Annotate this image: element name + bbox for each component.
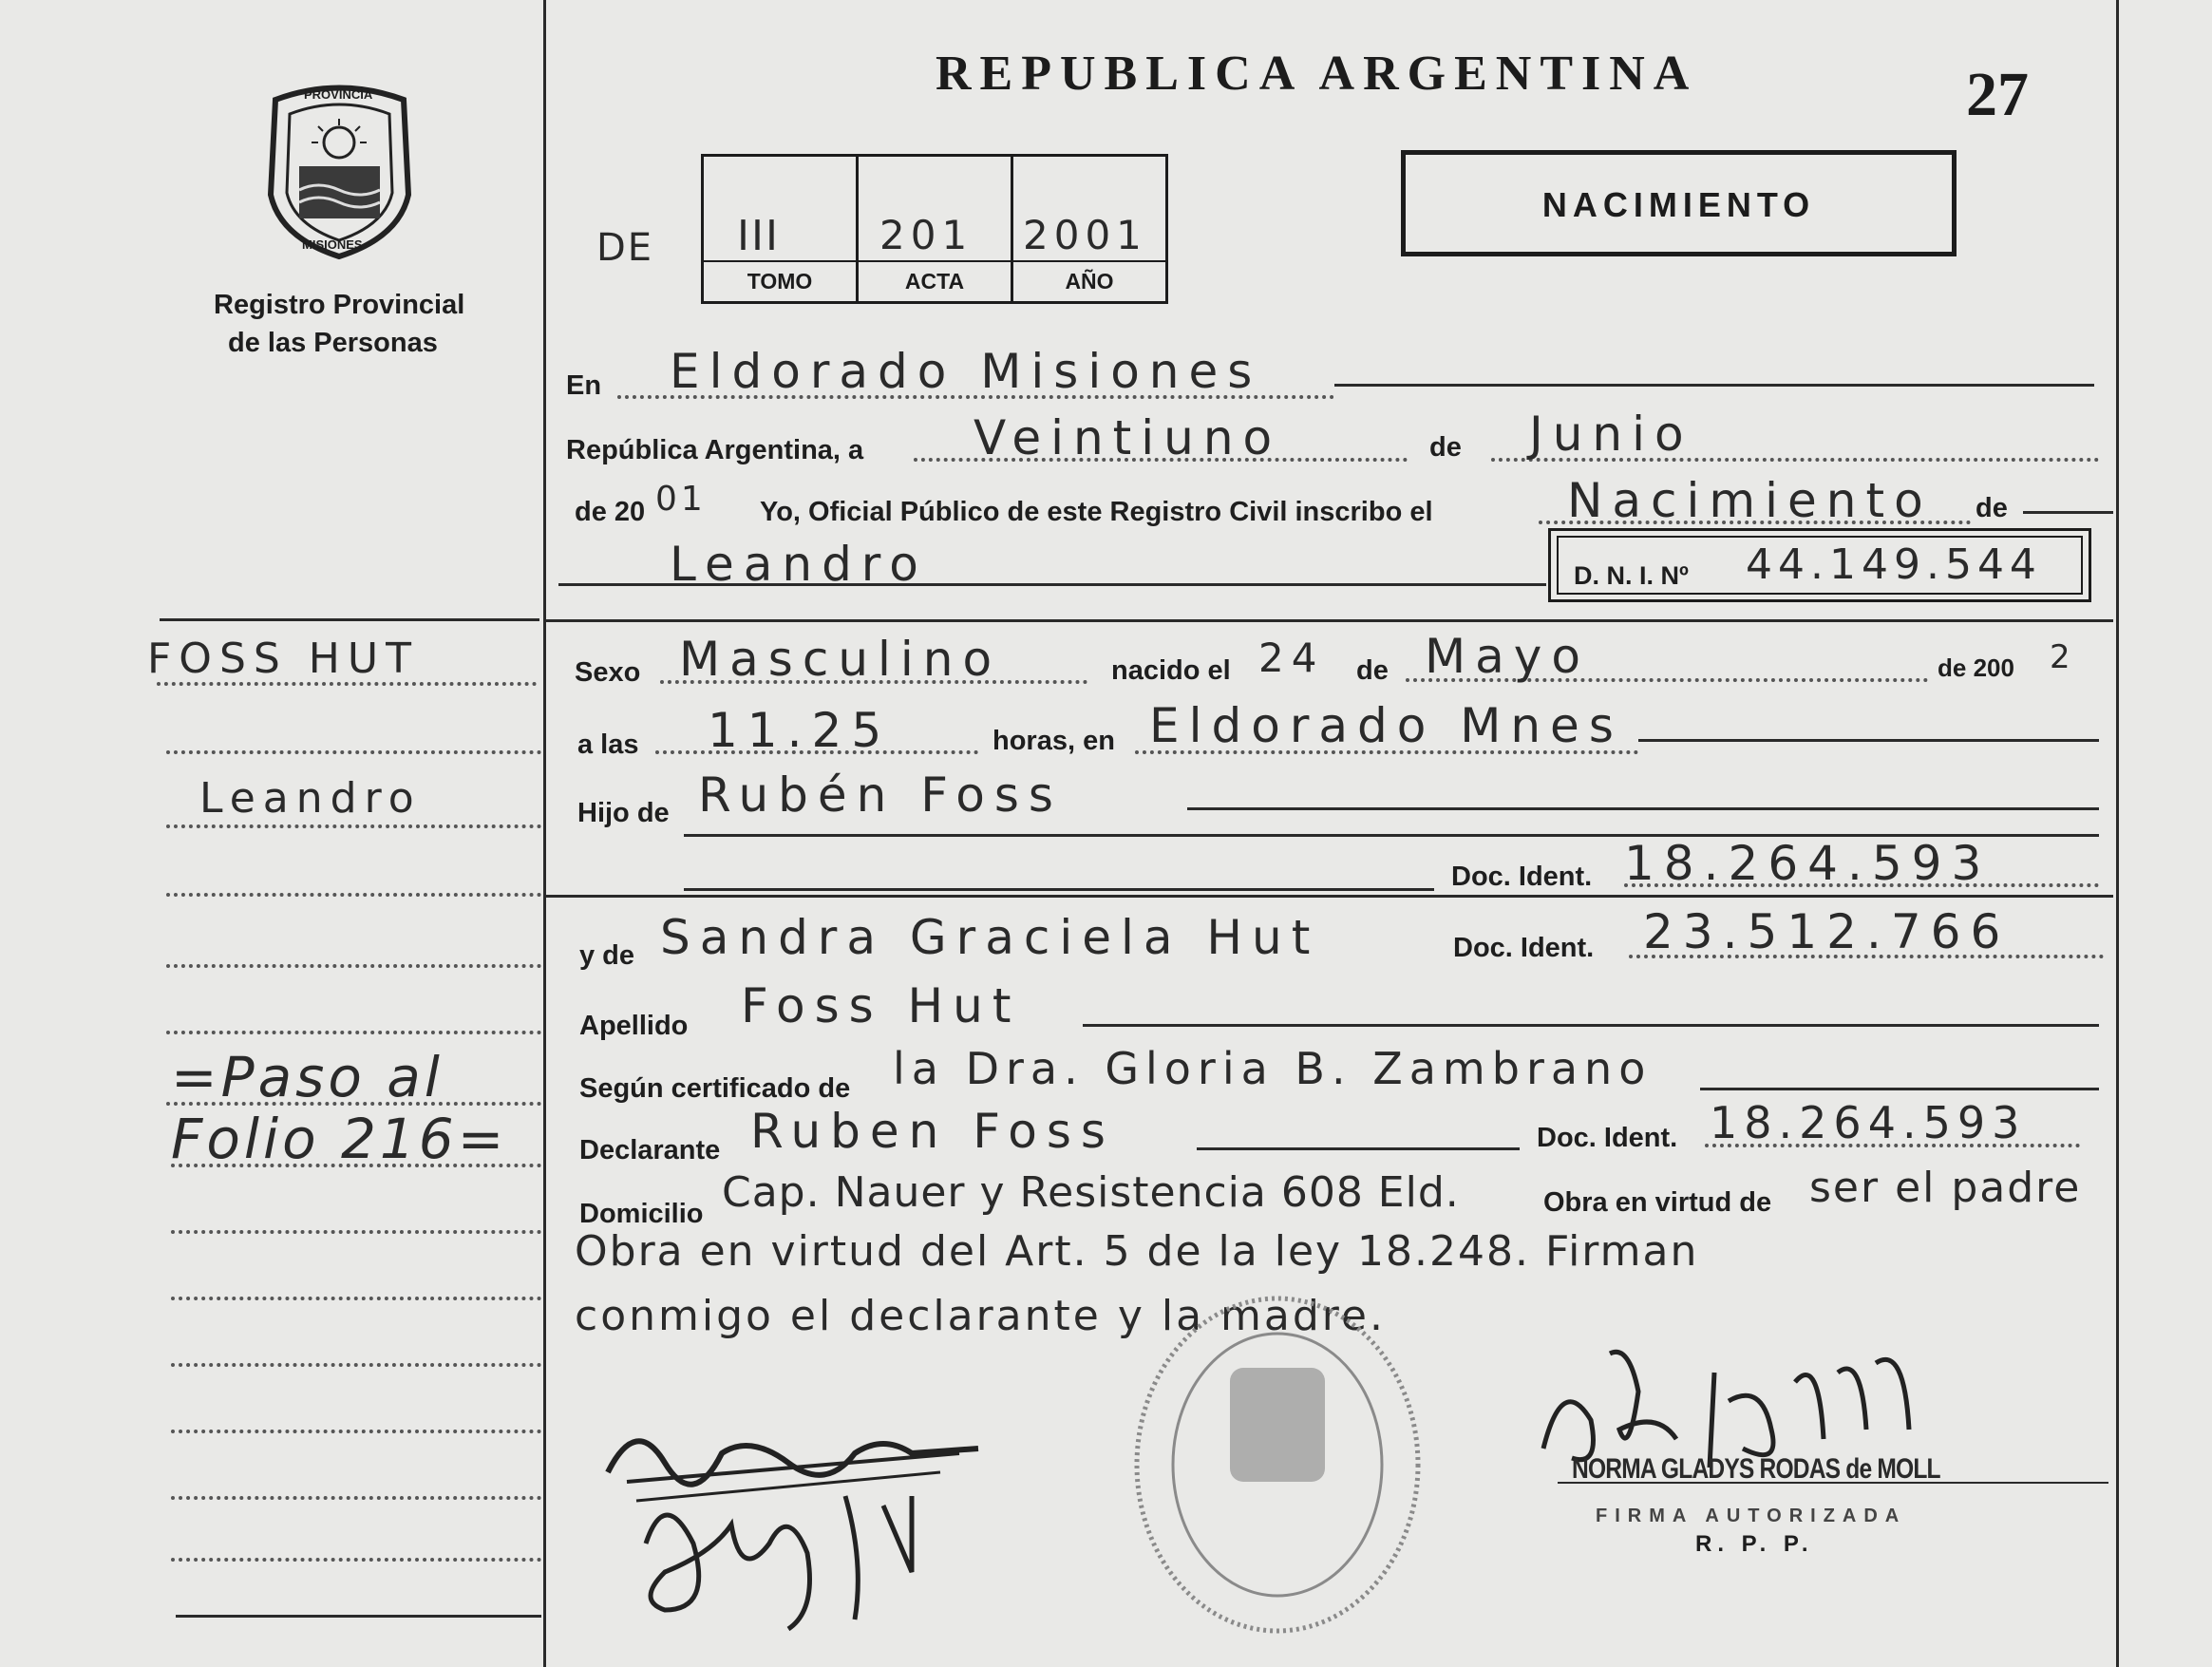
margin-line-6	[166, 1031, 541, 1034]
margin-line-4	[166, 893, 541, 897]
declarante-doc-value: 18.264.593	[1710, 1097, 2027, 1148]
father-doc-leading-rule	[684, 888, 1434, 891]
birth-de-label: de	[1356, 655, 1389, 686]
apellido-rule	[1083, 1024, 2099, 1027]
domicilio-value: Cap. Nauer y Resistencia 608 Eld.	[722, 1168, 1460, 1217]
birth-place-value: Eldorado Mnes	[1149, 698, 1623, 753]
en-label: En	[566, 370, 602, 401]
declarante-rule	[1197, 1147, 1520, 1150]
margin-line-13	[171, 1496, 541, 1500]
anio-value: 2001	[1023, 212, 1147, 258]
day-value: Veintiuno	[974, 410, 1282, 465]
declarante-value: Ruben Foss	[750, 1104, 1115, 1159]
year-suffix-value: 01	[655, 480, 707, 519]
registry-name-line1: Registro Provincial	[214, 290, 465, 320]
y-de-label: y de	[579, 940, 635, 971]
dni-label: D. N. I. Nº	[1574, 561, 1689, 590]
emblem-text-bottom: MISIONES	[302, 237, 363, 252]
act-type-label: NACIMIENTO	[1541, 185, 1816, 224]
official-seal-stamp	[1130, 1292, 1425, 1639]
hijo-label: Hijo de	[577, 798, 670, 828]
anio-label: AÑO	[1013, 260, 1165, 301]
declarante-label: Declarante	[579, 1135, 721, 1165]
anio-cell	[1013, 157, 1165, 301]
father-doc-value: 18.264.593	[1624, 836, 1992, 891]
coat-of-arms-icon	[256, 81, 423, 261]
margin-bottom-rule	[176, 1615, 541, 1618]
right-page-border	[2116, 0, 2119, 1667]
official-role: FIRMA AUTORIZADA	[1596, 1506, 1907, 1526]
margin-line-1	[157, 682, 537, 686]
certificado-rule	[1700, 1088, 2099, 1090]
horas-label: horas, en	[993, 726, 1115, 756]
month-de-label: de	[1429, 432, 1462, 463]
mother-name-value: Sandra Graciela Hut	[660, 910, 1320, 965]
tomo-cell	[704, 157, 859, 301]
tomo-value: III	[737, 212, 780, 260]
sexo-value: Masculino	[679, 632, 1002, 687]
child-name-value: Leandro	[670, 537, 928, 592]
declarante-doc-label: Doc. Ident.	[1537, 1123, 1678, 1153]
mother-signature	[627, 1468, 969, 1658]
country-title: REPUBLICA ARGENTINA	[936, 47, 1698, 101]
official-name: NORMA GLADYS RODAS de MOLL	[1572, 1453, 1940, 1485]
act-de-label: de	[1976, 493, 2008, 523]
birth-day-value: 24	[1258, 635, 1325, 681]
margin-line-5	[166, 964, 541, 968]
father-doc-label: Doc. Ident.	[1451, 862, 1593, 892]
certificado-label: Según certificado de	[579, 1073, 851, 1104]
birth-year-suffix: 2	[2050, 638, 2078, 676]
domicilio-label: Domicilio	[579, 1199, 704, 1229]
sexo-label: Sexo	[575, 657, 641, 688]
month-value: Junio	[1529, 407, 1693, 462]
dni-box	[1548, 528, 2091, 602]
birth-time-value: 11.25	[708, 703, 892, 758]
margin-line-14	[171, 1558, 541, 1562]
observation-line-2: conmigo el declarante y la madre.	[575, 1292, 1386, 1340]
act-type-box	[1401, 150, 1957, 256]
acta-cell	[859, 157, 1013, 301]
en-rule	[1334, 384, 2094, 387]
father-name-rule	[1187, 807, 2099, 810]
margin-note-line2: Folio 216=	[171, 1107, 508, 1171]
left-column-divider	[543, 0, 546, 1667]
page-number: 27	[1966, 60, 2029, 129]
dni-value: 44.149.544	[1746, 540, 2042, 589]
nacido-label: nacido el	[1111, 655, 1231, 686]
child-name-rule	[558, 583, 1546, 586]
record-prefix: DE	[596, 226, 654, 270]
obra-value: ser el padre	[1809, 1164, 2082, 1212]
margin-line-9	[171, 1230, 541, 1234]
margin-line-3	[166, 824, 541, 828]
apellido-label: Apellido	[579, 1011, 689, 1041]
registry-name-line2: de las Personas	[228, 328, 438, 358]
inscribo-label: Yo, Oficial Público de este Registro Civil inscribo el	[760, 497, 1433, 527]
margin-line-11	[171, 1363, 541, 1367]
office-label: R. P. P.	[1695, 1531, 1814, 1557]
republica-label: República Argentina, a	[566, 435, 864, 465]
section-separator-2	[546, 895, 2113, 898]
year-prefix-label: de 20	[575, 497, 646, 527]
record-box	[701, 154, 1168, 304]
margin-top-rule	[160, 618, 539, 621]
section-separator-1	[546, 619, 2113, 622]
birth-place-rule	[1638, 739, 2099, 742]
mother-doc-label: Doc. Ident.	[1453, 933, 1595, 963]
margin-line-8	[171, 1164, 541, 1167]
act-name-value: Nacimiento	[1567, 473, 1933, 528]
observation-line-1: Obra en virtud del Art. 5 de la ley 18.248. Firman	[575, 1227, 1699, 1276]
father-name-value: Rubén Foss	[698, 767, 1063, 823]
apellido-value: Foss Hut	[741, 978, 1021, 1033]
margin-note-line1: =Paso al	[171, 1045, 444, 1109]
margin-line-10	[171, 1297, 541, 1300]
birth-month-value: Mayo	[1425, 629, 1590, 684]
certificado-value: la Dra. Gloria B. Zambrano	[893, 1043, 1653, 1094]
margin-line-12	[171, 1430, 541, 1433]
margin-line-2	[166, 750, 541, 754]
obra-label: Obra en virtud de	[1543, 1187, 1772, 1218]
margin-surname: FOSS HUT	[147, 635, 419, 683]
act-de-rule	[2023, 511, 2113, 514]
margin-given-name: Leandro	[199, 774, 422, 823]
mother-doc-value: 23.512.766	[1643, 904, 2011, 959]
a-las-label: a las	[577, 729, 639, 760]
margin-line-7	[166, 1102, 541, 1106]
acta-label: ACTA	[859, 260, 1011, 301]
place-value: Eldorado Misiones	[670, 344, 1262, 399]
birth-year-label: de 200	[1938, 654, 2014, 682]
emblem-text-top: PROVINCIA	[304, 87, 373, 102]
tomo-label: TOMO	[704, 260, 856, 301]
acta-value: 201	[879, 212, 974, 258]
official-sign-rule	[1558, 1482, 2108, 1484]
